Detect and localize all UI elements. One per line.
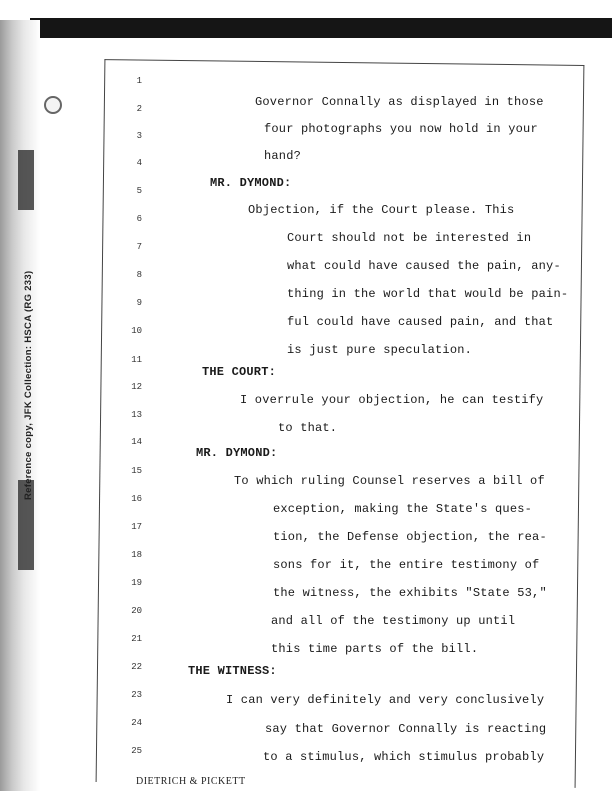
line-number: 9 [136, 298, 142, 308]
line-number: 17 [131, 522, 142, 532]
transcript-line: sons for it, the entire testimony of [273, 558, 540, 572]
transcript-line: to a stimulus, which stimulus probably [263, 750, 545, 764]
line-number: 16 [131, 494, 142, 504]
transcript-page-frame [96, 59, 585, 788]
line-number: 6 [136, 214, 142, 224]
line-number: 1 [136, 76, 142, 86]
transcript-line: hand? [264, 149, 302, 163]
scan-top-band [30, 18, 612, 38]
scan-edge-shadow [18, 150, 34, 210]
speaker-label: THE WITNESS: [188, 664, 277, 678]
line-number: 13 [131, 410, 142, 420]
line-number: 18 [131, 550, 142, 560]
transcript-line: To which ruling Counsel reserves a bill of [234, 474, 545, 488]
line-number: 25 [131, 746, 142, 756]
transcript-line: and all of the testimony up until [271, 614, 516, 628]
transcript-line: thing in the world that would be pain- [287, 287, 569, 301]
transcript-line: Court should not be interested in [287, 231, 532, 245]
line-number: 4 [136, 158, 142, 168]
transcript-line: say that Governor Connally is reacting [265, 722, 547, 736]
scan-left-edge [0, 20, 40, 791]
transcript-line: to that. [278, 421, 338, 435]
transcript-line: four photographs you now hold in your [264, 122, 538, 136]
line-number: 23 [131, 690, 142, 700]
line-number: 15 [131, 466, 142, 476]
transcript-line: this time parts of the bill. [271, 642, 479, 656]
line-number: 11 [131, 355, 142, 365]
archive-reference-note: Reference copy, JFK Collection: HSCA (RG 233) [23, 270, 34, 500]
line-number: 5 [136, 186, 142, 196]
speaker-label: MR. DYMOND: [210, 176, 292, 190]
transcript-line: tion, the Defense objection, the rea- [273, 530, 547, 544]
transcript-line: I can very definitely and very conclusively [226, 693, 545, 707]
transcript-line: ful could have caused pain, and that [287, 315, 554, 329]
line-number: 21 [131, 634, 142, 644]
line-number: 20 [131, 606, 142, 616]
transcript-line: what could have caused the pain, any- [287, 259, 561, 273]
transcript-line: I overrule your objection, he can testify [240, 393, 544, 407]
line-number: 14 [131, 437, 142, 447]
line-number: 19 [131, 578, 142, 588]
speaker-label: MR. DYMOND: [196, 446, 278, 460]
reporter-footer: DIETRICH & PICKETT [136, 776, 246, 787]
transcript-line: Objection, if the Court please. This [248, 203, 515, 217]
speaker-label: THE COURT: [202, 365, 277, 379]
transcript-line: exception, making the State's ques- [273, 502, 533, 516]
transcript-line: is just pure speculation. [287, 343, 473, 357]
line-number: 24 [131, 718, 142, 728]
line-number: 7 [136, 242, 142, 252]
transcript-line: the witness, the exhibits "State 53," [273, 586, 547, 600]
line-number: 8 [136, 270, 142, 280]
transcript-line: Governor Connally as displayed in those [255, 95, 544, 109]
line-number: 22 [131, 662, 142, 672]
line-number: 2 [136, 104, 142, 114]
binder-hole-icon [44, 96, 62, 114]
line-number: 12 [131, 382, 142, 392]
line-number: 3 [136, 131, 142, 141]
line-number: 10 [131, 326, 142, 336]
